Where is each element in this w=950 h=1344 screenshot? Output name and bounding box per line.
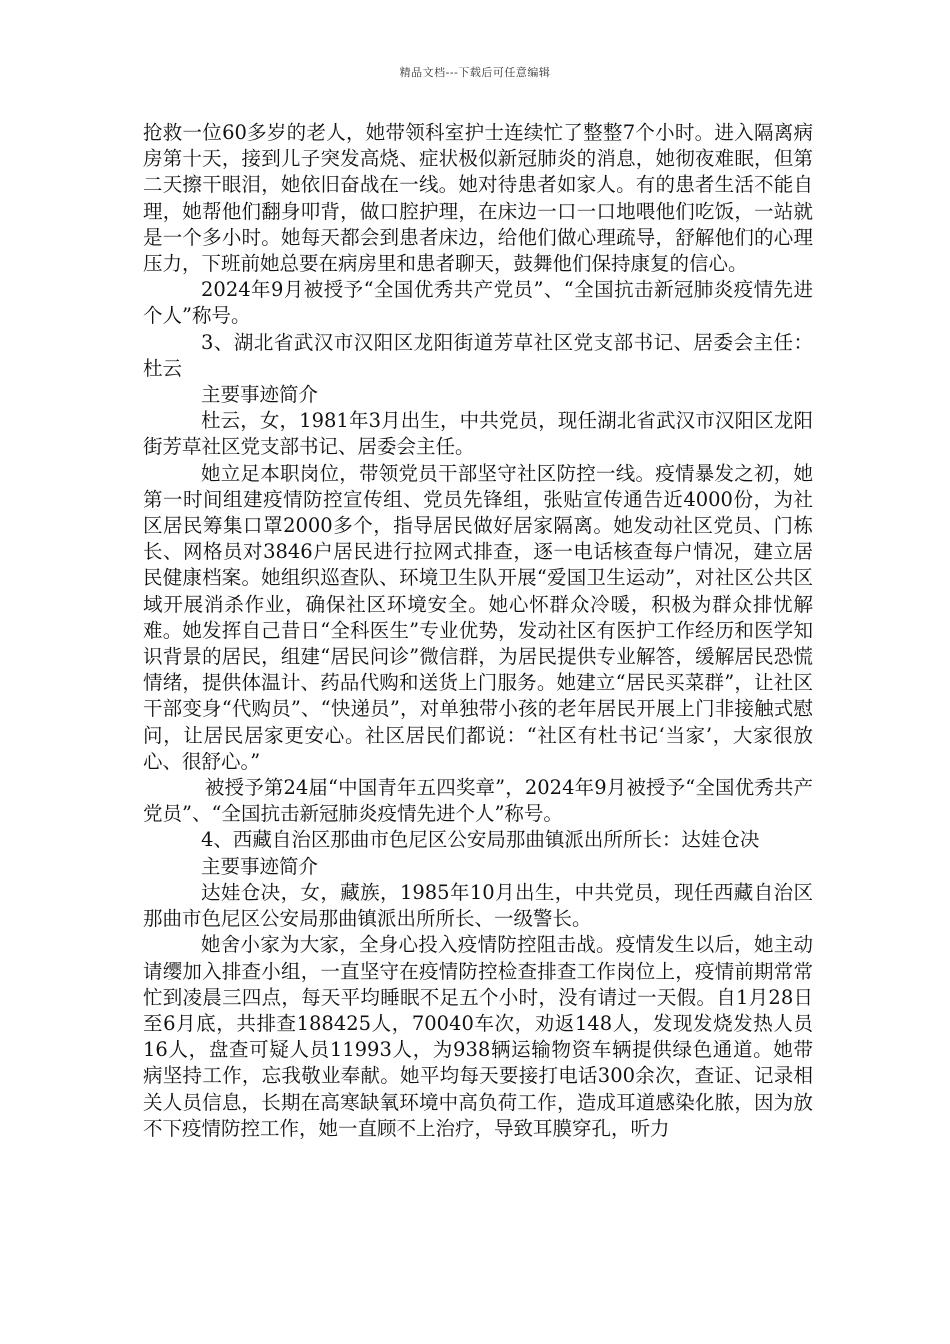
- paragraph: 达娃仓决，女，藏族，1985年10月出生，中共党员，现任西藏自治区那曲市色尼区公安局那曲镇派出所所长、一级警长。: [143, 880, 813, 931]
- paragraph: 抢救一位60多岁的老人，她带领科室护士连续忙了整整7个小时。进入隔离病房第十天，接到儿子突发高烧、症状极似新冠肺炎的消息，她彻夜难眠，但第二天擦干眼泪，她依旧奋战在一线。她对待患者如家人。有的患者生活不能自理，她帮他们翻身叩背，做口腔护理，在床边一口一口地喂他们吃饭，一站就是一个多小时。她每天都会到患者床边，给他们做心理疏导，舒解他们的心理压力，下班前她总要在病房里和患者聊天，鼓舞他们保持康复的信心。: [143, 121, 813, 276]
- section-heading: 3、湖北省武汉市汉阳区龙阳街道芳草社区党支部书记、居委会主任：杜云: [143, 330, 813, 380]
- paragraph: 杜云，女，1981年3月出生，中共党员，现任湖北省武汉市汉阳区龙阳街芳草社区党支部书记、居委会主任。: [143, 409, 813, 459]
- subheading: 主要事迹简介: [201, 854, 319, 878]
- paragraph: 她立足本职岗位，带领党员干部坚守社区防控一线。疫情暴发之初，她第一时间组建疫情防控宣传组、党员先锋组，张贴宣传通告近4000份，为社区居民筹集口罩2000多个，指导居民做好居家隔离。她发动社区党员、门栋长、网格员对3846户居民进行拉网式排查，逐一电话核查每户情况，建立居民健康档案。她组织巡查队、环境卫生队开展“爱国卫生运动”，对社区公共区域开展消杀作业，确保社区环境安全。她心怀群众冷暖，积极为群众排忧解难。她发挥自己昔日“全科医生”专业优势，发动社区有医护工作经历和医学知识背景的居民，组建“居民问诊”微信群，为居民提供专业解答，缓解居民恐慌情绪，提供体温计、药品代购和送货上门服务。她建立“居民买菜群”，让社区干部变身“代购员”、“快递员”，对单独带小孩的老年居民开展上门非接触式慰问，让居民居家更安心。社区居民们都说：“社区有杜书记‘当家’，大家很放心、很舒心。”: [143, 461, 813, 773]
- subheading: 主要事迹简介: [201, 383, 319, 407]
- page-header: 精品文档---下载后可任意编辑: [399, 66, 551, 79]
- document-body: [143, 120, 813, 1142]
- paragraph: 她舍小家为大家，全身心投入疫情防控阻击战。疫情发生以后，她主动请缨加入排查小组，一直坚守在疫情防控检查排查工作岗位上，疫情前期常常忙到凌晨三四点，每天平均睡眠不足五个小时，没有请过一天假。自1月28日至6月底，共排查188425人，70040车次，劝返148人，发现发烧发热人员16人，盘查可疑人员11993人，为938辆运输物资车辆提供绿色通道。她带病坚持工作，忘我敬业奉献。她平均每天要接打电话300余次，查证、记录相关人员信息，长期在高寒缺氧环境中高负荷工作，造成耳道感染化脓，因为放不下疫情防控工作，她一直顾不上治疗，导致耳膜穿孔，听力: [143, 933, 813, 1140]
- section-heading: 4、西藏自治区那曲市色尼区公安局那曲镇派出所所长：达娃仓决: [201, 828, 760, 852]
- paragraph: 2024年9月被授予“全国优秀共产党员”、“全国抗击新冠肺炎疫情先进个人”称号。: [143, 278, 813, 328]
- paragraph: 被授予第24届“中国青年五四奖章”，2024年9月被授予“全国优秀共产党员”、“全国抗击新冠肺炎疫情先进个人”称号。: [143, 776, 813, 826]
